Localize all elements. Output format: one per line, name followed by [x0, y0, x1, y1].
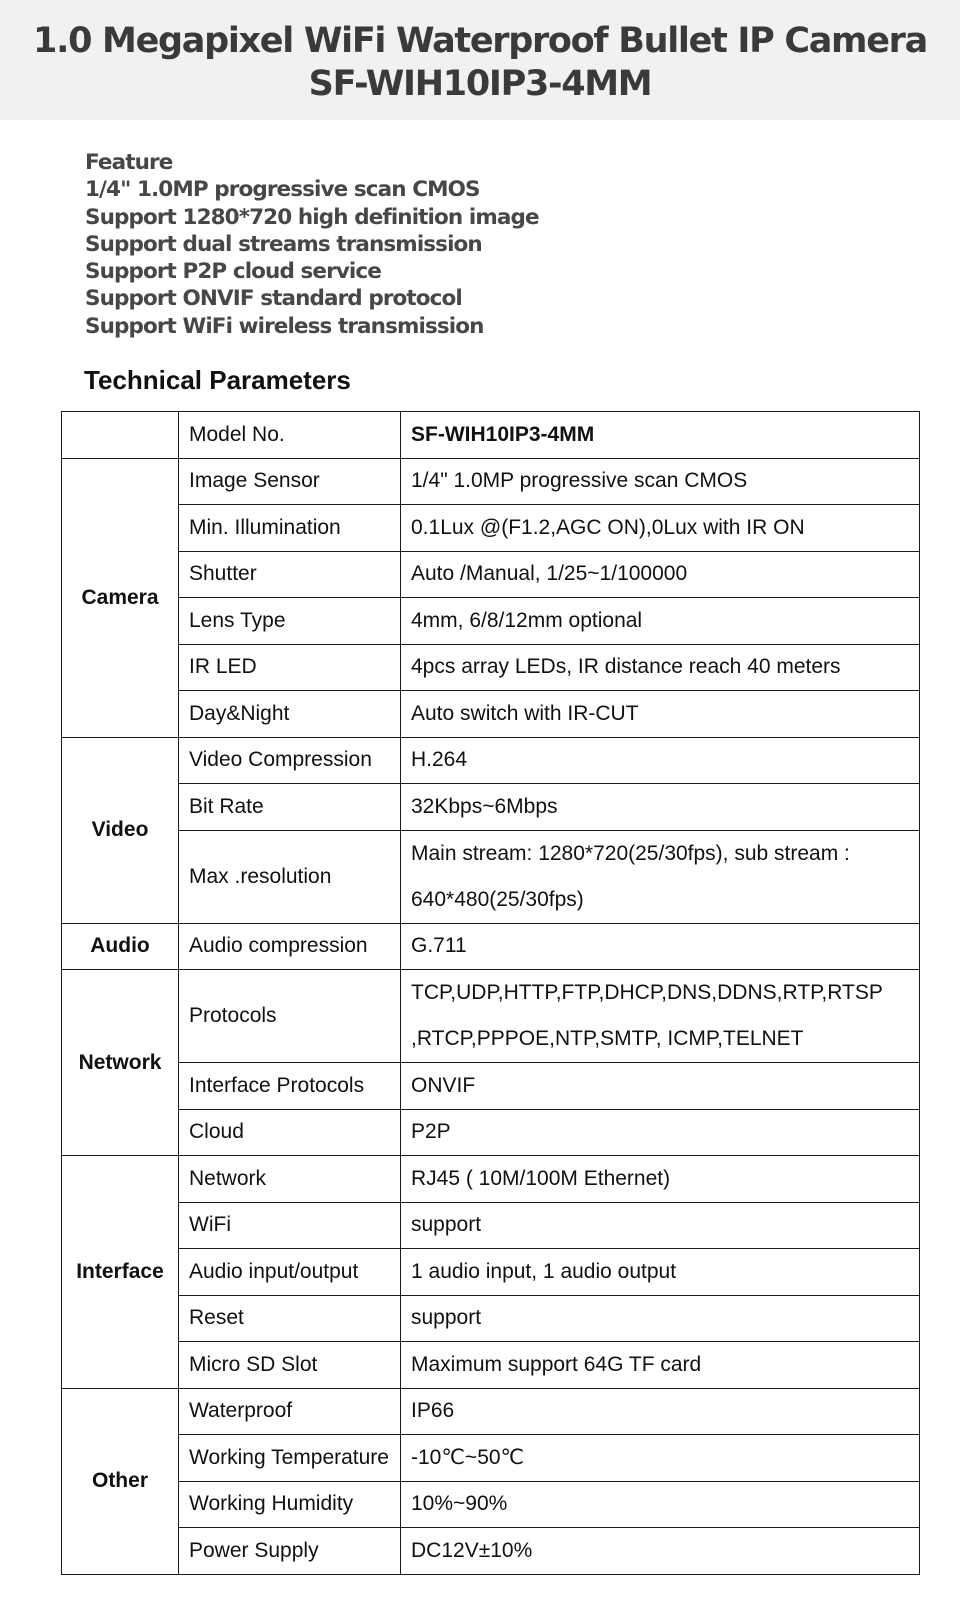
table-row	[62, 830, 920, 923]
param-name: Video Compression	[179, 737, 401, 784]
param-value-line: TCP,UDP,HTTP,FTP,DHCP,DNS,DDNS,RTP,RTSP	[411, 981, 883, 1004]
table-row	[62, 412, 920, 459]
technical-parameters-heading: Technical Parameters	[84, 365, 351, 395]
param-value: 1/4" 1.0MP progressive scan CMOS	[401, 458, 920, 505]
param-name: Power Supply	[179, 1528, 401, 1575]
param-value: H.264	[401, 737, 920, 784]
product-model-title: SF-WIH10IP3-4MM	[308, 64, 652, 104]
table-row	[62, 1528, 920, 1575]
param-name: WiFi	[179, 1202, 401, 1249]
param-value-line: 640*480(25/30fps)	[411, 887, 584, 911]
param-value	[401, 830, 920, 923]
param-name: Lens Type	[179, 598, 401, 645]
param-value: 4mm, 6/8/12mm optional	[401, 598, 920, 645]
param-value: ONVIF	[401, 1063, 920, 1110]
table-row	[62, 691, 920, 738]
spec-table	[61, 411, 920, 1575]
category-video: Video	[62, 737, 179, 923]
table-row	[62, 1342, 920, 1389]
param-value: 10%~90%	[401, 1481, 920, 1528]
feature-heading: Feature	[85, 150, 173, 175]
param-name: Waterproof	[179, 1388, 401, 1435]
table-row	[62, 505, 920, 552]
table-row	[62, 737, 920, 784]
param-name: Image Sensor	[179, 458, 401, 505]
table-row	[62, 1481, 920, 1528]
table-row	[62, 1295, 920, 1342]
param-value: IP66	[401, 1388, 920, 1435]
category-cell-empty	[62, 412, 179, 459]
param-value: support	[401, 1295, 920, 1342]
table-row	[62, 644, 920, 691]
feature-item: Support 1280*720 high definition image	[85, 204, 539, 230]
feature-item: Support dual streams transmission	[85, 231, 482, 257]
page-header	[0, 0, 960, 120]
param-value: DC12V±10%	[401, 1528, 920, 1575]
category-interface: Interface	[62, 1156, 179, 1389]
param-value: Auto /Manual, 1/25~1/100000	[401, 551, 920, 598]
param-value	[401, 970, 920, 1063]
param-value-line: ,RTCP,PPPOE,NTP,SMTP, ICMP,TELNET	[411, 1027, 804, 1050]
param-name: Model No.	[179, 412, 401, 459]
param-value: Auto switch with IR-CUT	[401, 691, 920, 738]
param-value: 0.1Lux @(F1.2,AGC ON),0Lux with IR ON	[401, 505, 920, 552]
param-name: Shutter	[179, 551, 401, 598]
feature-item: 1/4" 1.0MP progressive scan CMOS	[85, 177, 480, 203]
param-value: 4pcs array LEDs, IR distance reach 40 meters	[401, 644, 920, 691]
param-name: Max .resolution	[179, 830, 401, 923]
param-name: Interface Protocols	[179, 1063, 401, 1110]
table-row	[62, 551, 920, 598]
param-value: -10℃~50℃	[401, 1435, 920, 1482]
param-name: Day&Night	[179, 691, 401, 738]
param-value: support	[401, 1202, 920, 1249]
table-row	[62, 458, 920, 505]
param-name: Working Humidity	[179, 1481, 401, 1528]
param-name: Protocols	[179, 970, 401, 1063]
feature-item: Support ONVIF standard protocol	[85, 286, 462, 312]
table-row	[62, 1063, 920, 1110]
table-row	[62, 1249, 920, 1296]
param-value: G.711	[401, 923, 920, 970]
param-value: P2P	[401, 1109, 920, 1156]
feature-item: Support WiFi wireless transmission	[85, 313, 484, 339]
feature-list	[85, 149, 539, 340]
table-row	[62, 1435, 920, 1482]
param-name: Reset	[179, 1295, 401, 1342]
param-name: Bit Rate	[179, 784, 401, 831]
category-network: Network	[62, 970, 179, 1156]
param-name: Micro SD Slot	[179, 1342, 401, 1389]
param-value: 32Kbps~6Mbps	[401, 784, 920, 831]
category-camera: Camera	[62, 458, 179, 737]
param-value: Maximum support 64G TF card	[401, 1342, 920, 1389]
param-name: Cloud	[179, 1109, 401, 1156]
table-row	[62, 923, 920, 970]
param-name: Audio compression	[179, 923, 401, 970]
param-value: SF-WIH10IP3-4MM	[401, 412, 920, 459]
param-name: Min. Illumination	[179, 505, 401, 552]
table-row	[62, 1109, 920, 1156]
param-value-line: Main stream: 1280*720(25/30fps), sub stream :	[411, 841, 850, 865]
param-name: Network	[179, 1156, 401, 1203]
param-value: RJ45 ( 10M/100M Ethernet)	[401, 1156, 920, 1203]
feature-item: Support P2P cloud service	[85, 259, 381, 285]
param-name: Working Temperature	[179, 1435, 401, 1482]
param-name: Audio input/output	[179, 1249, 401, 1296]
table-row	[62, 598, 920, 645]
table-row	[62, 1156, 920, 1203]
table-row	[62, 1202, 920, 1249]
category-other: Other	[62, 1388, 179, 1574]
table-row	[62, 970, 920, 1063]
category-audio: Audio	[62, 923, 179, 970]
table-row	[62, 1388, 920, 1435]
table-row	[62, 784, 920, 831]
param-name: IR LED	[179, 644, 401, 691]
param-value: 1 audio input, 1 audio output	[401, 1249, 920, 1296]
product-title: 1.0 Megapixel WiFi Waterproof Bullet IP Camera	[33, 21, 927, 61]
